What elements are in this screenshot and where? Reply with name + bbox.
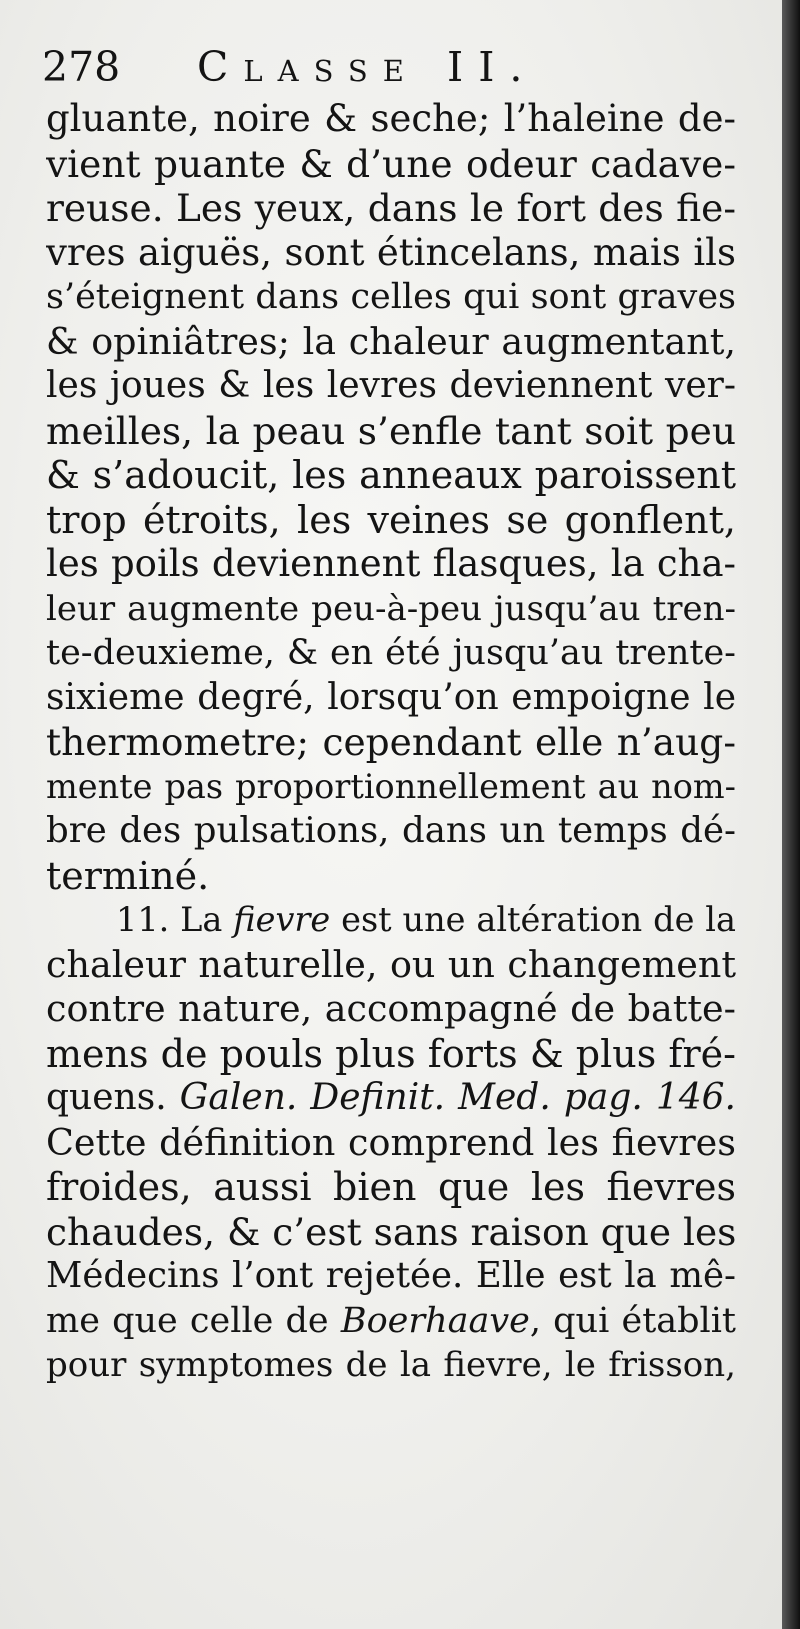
citation-reference: Galen. Definit. Med. pag. 146. (179, 1077, 736, 1118)
text-span: , qui établit (529, 1300, 736, 1341)
text-line: bre des pulsations, dans un temps dé- (46, 810, 736, 851)
page-number: 278 (42, 43, 121, 91)
running-head: Classe II. (197, 43, 538, 91)
italic-term: fievre (233, 900, 331, 939)
text-line: chaudes, & c’est sans raison que les (46, 1209, 736, 1254)
text-line: & opiniâtres; la chaleur augmentant, (46, 319, 736, 363)
text-line (46, 1299, 736, 1344)
text-span: est une altération de la (330, 900, 736, 939)
page-header (42, 40, 742, 94)
text-line: sixieme degré, lorsqu’on empoigne le (46, 676, 736, 718)
body-text (46, 97, 736, 1388)
text-line: thermometre; cependant elle n’aug- (46, 720, 736, 764)
text-span: me que celle de (46, 1300, 341, 1341)
text-line: meilles, la peau s’enfle tant soit peu (46, 408, 736, 453)
text-line: pour symptomes de la fievre, le frisson, (46, 1345, 736, 1385)
italic-name: Boerhaave (340, 1300, 530, 1341)
text-line: terminé. (46, 853, 210, 898)
text-line: reuse. Les yeux, dans le fort des fie- (46, 186, 736, 230)
text-line: mente pas proportionnellement au nom- (46, 766, 736, 806)
text-line: gluante, noire & seche; l’haleine de- (46, 97, 736, 140)
text-line (46, 1076, 736, 1121)
text-line: leur augmente peu-à-peu jusqu’au tren- (46, 588, 736, 629)
text-line: vient puante & d’une odeur cadave- (46, 141, 736, 186)
text-line: contre nature, accompagné de batte- (46, 987, 736, 1030)
text-span: quens. (46, 1077, 180, 1118)
text-line: Médecins l’ont rejetée. Elle est la mê- (46, 1255, 736, 1296)
text-line: & s’adoucit, les anneaux paroissent (46, 453, 736, 497)
section-number-text: 11. La (116, 900, 234, 939)
text-line: vres aiguës, sont étincelans, mais ils (46, 230, 736, 274)
text-line: Cette définition comprend les fievres (46, 1120, 736, 1164)
text-line (46, 898, 736, 943)
text-line: s’éteignent dans celles qui sont graves (46, 277, 736, 317)
text-line: les poils deviennent flasques, la cha- (46, 542, 736, 585)
text-line: les joues & les levres deviennent ver- (46, 365, 736, 406)
text-line: froides, aussi bien que les fievres (46, 1165, 736, 1209)
text-line: te-deuxieme, & en été jusqu’au trente- (46, 633, 736, 673)
page-edge-shadow (782, 0, 800, 1629)
text-line: mens de pouls plus forts & plus fré- (46, 1031, 736, 1076)
text-line: chaleur naturelle, ou un changement (46, 942, 736, 986)
text-line: trop étroits, les veines se gonflent, (46, 497, 736, 542)
